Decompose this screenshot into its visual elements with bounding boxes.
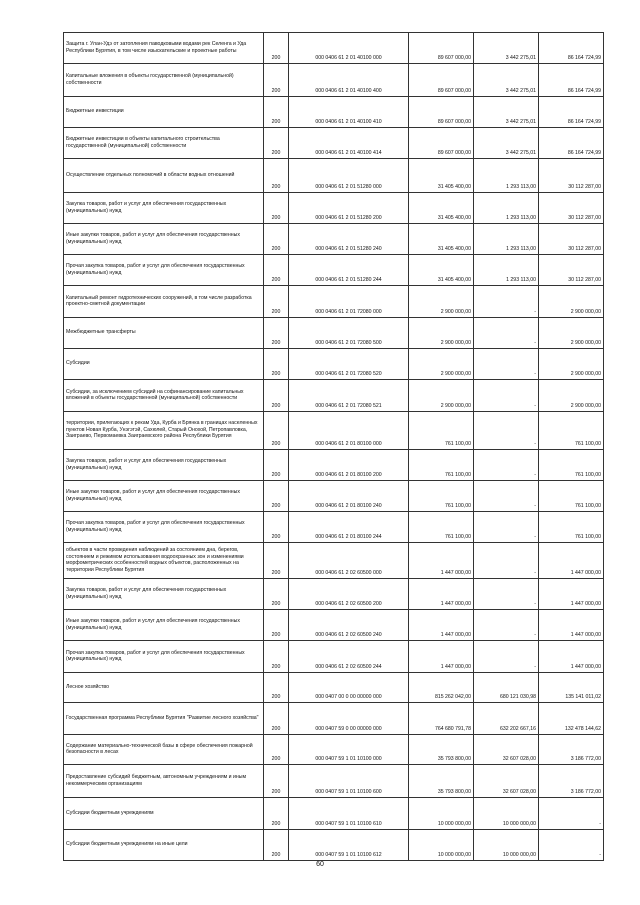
table-row [64,33,604,64]
row-unexecuted-cell: 3 186 772,00 [539,735,604,765]
row-kbk-cell: 000 0406 61 2 01 80100 240 [289,481,409,512]
row-kbk-cell: 000 0406 61 2 01 51280 200 [289,193,409,224]
row-executed-cell: 32 607 028,00 [474,735,539,765]
row-name-cell: Бюджетные инвестиции в объекты капитального строительства государственной (муниципальной) собственности [64,128,264,159]
table-row [64,481,604,512]
row-name-cell: Прочая закупка товаров, работ и услуг для обеспечения государственных (муниципальных) нужд [64,512,264,543]
row-name-cell: Субсидии, за исключением субсидий на софинансирование капитальных вложений в объекты государственной (муниципальной) собственности [64,380,264,412]
row-approved-cell: 1 447 000,00 [409,579,474,610]
row-executed-cell: 32 607 028,00 [474,765,539,798]
row-approved-cell: 761 100,00 [409,481,474,512]
row-approved-cell: 10 000 000,00 [409,830,474,861]
row-kbk-cell: 000 0406 61 2 02 60500 240 [289,610,409,641]
table-row [64,450,604,481]
table-row [64,380,604,412]
row-unexecuted-cell: 3 186 772,00 [539,765,604,798]
row-kbk-cell: 000 0406 61 2 01 40100 410 [289,97,409,128]
row-approved-cell: 2 900 000,00 [409,318,474,349]
row-code-cell: 200 [264,159,289,193]
row-code-cell: 200 [264,318,289,349]
row-unexecuted-cell: 2 900 000,00 [539,286,604,318]
row-executed-cell: 3 442 275,01 [474,33,539,64]
row-approved-cell: 764 680 791,78 [409,703,474,735]
row-executed-cell: 1 293 113,00 [474,255,539,286]
row-approved-cell: 35 793 800,00 [409,765,474,798]
row-unexecuted-cell: - [539,798,604,830]
row-code-cell: 200 [264,380,289,412]
row-unexecuted-cell: 30 112 287,00 [539,159,604,193]
row-executed-cell: 3 442 275,01 [474,97,539,128]
row-executed-cell: 3 442 275,01 [474,128,539,159]
row-executed-cell: - [474,318,539,349]
row-unexecuted-cell: 761 100,00 [539,512,604,543]
row-executed-cell: - [474,641,539,673]
row-executed-cell: - [474,286,539,318]
row-approved-cell: 2 900 000,00 [409,380,474,412]
row-kbk-cell: 000 0406 61 2 01 80100 000 [289,412,409,450]
row-approved-cell: 31 405 400,00 [409,255,474,286]
row-code-cell: 200 [264,641,289,673]
row-approved-cell: 761 100,00 [409,450,474,481]
row-approved-cell: 89 607 000,00 [409,33,474,64]
row-kbk-cell: 000 0406 61 2 01 72080 000 [289,286,409,318]
row-executed-cell: - [474,610,539,641]
row-kbk-cell: 000 0407 59 1 01 10100 610 [289,798,409,830]
row-unexecuted-cell: 761 100,00 [539,412,604,450]
row-kbk-cell: 000 0406 61 2 01 40100 000 [289,33,409,64]
row-approved-cell: 31 405 400,00 [409,159,474,193]
row-name-cell: объектов в части проведения наблюдений за состоянием дна, берегов, состоянием и режимом использования водоохранных зон и изменениями морфометрических особенностей водных объектов, расположенных на территории Республики Бурятия [64,543,264,579]
row-approved-cell: 89 607 000,00 [409,64,474,97]
row-name-cell: Иные закупки товаров, работ и услуг для обеспечения государственных (муниципальных) нужд [64,610,264,641]
table-row [64,193,604,224]
table-row [64,286,604,318]
row-name-cell: Капитальный ремонт гидротехнических сооружений, в том числе разработка проектно-сметной документации [64,286,264,318]
table-row [64,673,604,703]
row-approved-cell: 2 900 000,00 [409,286,474,318]
row-code-cell: 200 [264,512,289,543]
row-name-cell: Прочая закупка товаров, работ и услуг для обеспечения государственных (муниципальных) нужд [64,641,264,673]
row-approved-cell: 815 262 042,00 [409,673,474,703]
row-executed-cell: - [474,512,539,543]
row-code-cell: 200 [264,673,289,703]
row-kbk-cell: 000 0407 59 0 00 00000 000 [289,703,409,735]
table-row [64,610,604,641]
row-executed-cell: - [474,543,539,579]
row-unexecuted-cell: 1 447 000,00 [539,543,604,579]
row-executed-cell: - [474,481,539,512]
row-unexecuted-cell: 1 447 000,00 [539,641,604,673]
row-kbk-cell: 000 0406 61 2 01 40100 400 [289,64,409,97]
row-code-cell: 200 [264,224,289,255]
row-kbk-cell: 000 0406 61 2 01 80100 200 [289,450,409,481]
table-row [64,255,604,286]
table-row [64,579,604,610]
row-code-cell: 200 [264,579,289,610]
row-name-cell: территории, прилегающих к рекам Уда, Курба и Брянка в границах населенных пунктов Новая Курба, Унэгэтэй, Сахюлей, Старый Онохой, Петропавловка, Заиграево, Первомаевка Заиграевского района Республики Бурятия [64,412,264,450]
row-name-cell: Государственная программа Республики Бурятия "Развитие лесного хозяйства" [64,703,264,735]
row-code-cell: 200 [264,798,289,830]
row-kbk-cell: 000 0406 61 2 01 51280 000 [289,159,409,193]
row-unexecuted-cell: 135 141 011,02 [539,673,604,703]
row-kbk-cell: 000 0407 59 1 01 10100 600 [289,765,409,798]
row-unexecuted-cell: 1 447 000,00 [539,579,604,610]
row-kbk-cell: 000 0407 59 1 01 10100 000 [289,735,409,765]
row-code-cell: 200 [264,610,289,641]
row-executed-cell: - [474,412,539,450]
row-name-cell: Защита г. Улан-Удэ от затопления паводковыми водами рек Селенга и Уда Республики Бурятия, в том числе изыскательские и проектные работы [64,33,264,64]
row-name-cell: Закупка товаров, работ и услуг для обеспечения государственных (муниципальных) нужд [64,193,264,224]
row-kbk-cell: 000 0406 61 2 01 51280 244 [289,255,409,286]
row-executed-cell: - [474,579,539,610]
row-kbk-cell: 000 0406 61 2 01 72080 500 [289,318,409,349]
row-kbk-cell: 000 0406 61 2 02 60500 244 [289,641,409,673]
row-approved-cell: 31 405 400,00 [409,224,474,255]
row-approved-cell: 761 100,00 [409,412,474,450]
row-code-cell: 200 [264,765,289,798]
page-number: 60 [316,861,324,868]
row-unexecuted-cell: 30 112 287,00 [539,224,604,255]
row-code-cell: 200 [264,735,289,765]
row-executed-cell: 632 202 667,16 [474,703,539,735]
row-name-cell: Бюджетные инвестиции [64,97,264,128]
row-unexecuted-cell: 86 164 724,99 [539,33,604,64]
row-unexecuted-cell: 86 164 724,99 [539,128,604,159]
row-executed-cell: 10 000 000,00 [474,798,539,830]
row-unexecuted-cell: 2 900 000,00 [539,318,604,349]
row-approved-cell: 1 447 000,00 [409,543,474,579]
row-kbk-cell: 000 0406 61 2 01 80100 244 [289,512,409,543]
row-name-cell: Предоставление субсидий бюджетным, автономным учреждениям и иным некоммерческим организациям [64,765,264,798]
table-row [64,830,604,861]
row-unexecuted-cell: 1 447 000,00 [539,610,604,641]
row-code-cell: 200 [264,64,289,97]
row-executed-cell: 680 121 030,98 [474,673,539,703]
row-executed-cell: 10 000 000,00 [474,830,539,861]
budget-execution-table [63,32,604,861]
row-name-cell: Содержание материально-технической базы в сфере обеспечения пожарной безопасности в лесах [64,735,264,765]
row-approved-cell: 89 607 000,00 [409,97,474,128]
table-row [64,641,604,673]
row-executed-cell: 1 293 113,00 [474,193,539,224]
row-unexecuted-cell: 30 112 287,00 [539,255,604,286]
table-row [64,349,604,380]
row-name-cell: Иные закупки товаров, работ и услуг для обеспечения государственных (муниципальных) нужд [64,481,264,512]
row-kbk-cell: 000 0406 61 2 01 72080 520 [289,349,409,380]
table-body [64,33,604,861]
table-row [64,703,604,735]
row-approved-cell: 31 405 400,00 [409,193,474,224]
row-name-cell: Субсидии [64,349,264,380]
table-row [64,159,604,193]
row-approved-cell: 1 447 000,00 [409,641,474,673]
row-approved-cell: 2 900 000,00 [409,349,474,380]
row-unexecuted-cell: 2 900 000,00 [539,349,604,380]
row-unexecuted-cell: 2 900 000,00 [539,380,604,412]
row-code-cell: 200 [264,286,289,318]
row-unexecuted-cell: 86 164 724,99 [539,97,604,128]
row-unexecuted-cell: 30 112 287,00 [539,193,604,224]
row-unexecuted-cell: - [539,830,604,861]
row-executed-cell: - [474,349,539,380]
row-executed-cell: 3 442 275,01 [474,64,539,97]
row-executed-cell: 1 293 113,00 [474,224,539,255]
row-unexecuted-cell: 761 100,00 [539,450,604,481]
table-row [64,735,604,765]
row-unexecuted-cell: 761 100,00 [539,481,604,512]
table-row [64,765,604,798]
row-kbk-cell: 000 0406 61 2 01 72080 521 [289,380,409,412]
row-name-cell: Закупка товаров, работ и услуг для обеспечения государственных (муниципальных) нужд [64,450,264,481]
table-row [64,543,604,579]
row-code-cell: 200 [264,193,289,224]
table-row [64,412,604,450]
table-row [64,64,604,97]
row-code-cell: 200 [264,703,289,735]
row-executed-cell: - [474,450,539,481]
row-code-cell: 200 [264,255,289,286]
row-approved-cell: 1 447 000,00 [409,610,474,641]
table-row [64,128,604,159]
row-code-cell: 200 [264,412,289,450]
table-row [64,224,604,255]
row-code-cell: 200 [264,450,289,481]
row-code-cell: 200 [264,349,289,380]
row-approved-cell: 761 100,00 [409,512,474,543]
row-name-cell: Межбюджетные трансферты [64,318,264,349]
row-kbk-cell: 000 0406 61 2 02 60500 200 [289,579,409,610]
row-approved-cell: 35 793 800,00 [409,735,474,765]
row-unexecuted-cell: 86 164 724,99 [539,64,604,97]
row-name-cell: Капитальные вложения в объекты государственной (муниципальной) собственности [64,64,264,97]
row-name-cell: Иные закупки товаров, работ и услуг для обеспечения государственных (муниципальных) нужд [64,224,264,255]
row-approved-cell: 10 000 000,00 [409,798,474,830]
row-name-cell: Субсидии бюджетным учреждениям на иные цели [64,830,264,861]
row-unexecuted-cell: 132 478 144,62 [539,703,604,735]
row-executed-cell: 1 293 113,00 [474,159,539,193]
table-row [64,798,604,830]
row-code-cell: 200 [264,543,289,579]
row-kbk-cell: 000 0406 61 2 02 60500 000 [289,543,409,579]
row-approved-cell: 89 607 000,00 [409,128,474,159]
row-code-cell: 200 [264,481,289,512]
row-name-cell: Прочая закупка товаров, работ и услуг для обеспечения государственных (муниципальных) нужд [64,255,264,286]
row-code-cell: 200 [264,830,289,861]
table-row [64,512,604,543]
row-name-cell: Закупка товаров, работ и услуг для обеспечения государственных (муниципальных) нужд [64,579,264,610]
row-name-cell: Субсидии бюджетным учреждениям [64,798,264,830]
table-row [64,318,604,349]
row-code-cell: 200 [264,33,289,64]
table-row [64,97,604,128]
row-kbk-cell: 000 0407 59 1 01 10100 612 [289,830,409,861]
row-code-cell: 200 [264,97,289,128]
row-executed-cell: - [474,380,539,412]
row-name-cell: Лесное хозяйство [64,673,264,703]
row-name-cell: Осуществление отдельных полномочий в области водных отношений [64,159,264,193]
row-code-cell: 200 [264,128,289,159]
row-kbk-cell: 000 0406 61 2 01 40100 414 [289,128,409,159]
row-kbk-cell: 000 0407 00 0 00 00000 000 [289,673,409,703]
row-kbk-cell: 000 0406 61 2 01 51280 240 [289,224,409,255]
